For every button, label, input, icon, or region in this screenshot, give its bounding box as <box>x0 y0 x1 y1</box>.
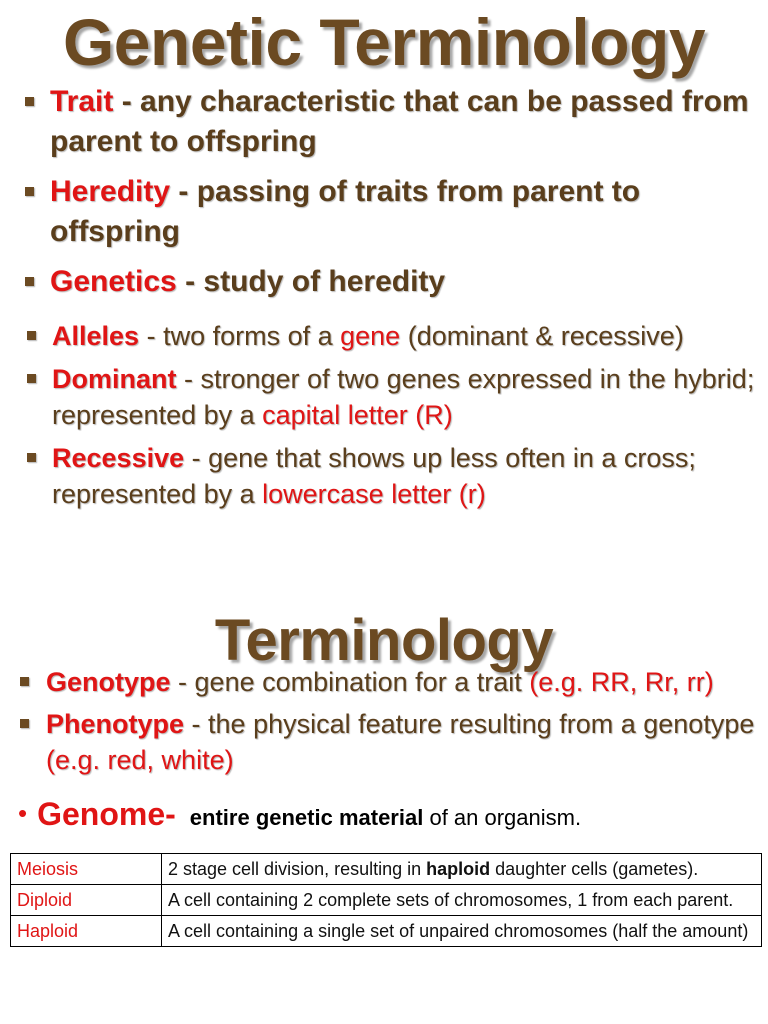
bullet-genome <box>18 796 758 833</box>
square-bullet-icon <box>20 677 29 686</box>
square-bullet-icon <box>25 187 34 196</box>
bullet-genetics <box>0 262 760 302</box>
table-term: Diploid <box>11 885 162 916</box>
term-trait: Trait <box>50 85 114 118</box>
separator: - <box>176 364 201 394</box>
definition-dominant: stronger of two genes expressed in the hybrid; represented by a <box>52 364 755 430</box>
separator: - <box>184 709 209 739</box>
term-genotype: Genotype <box>46 667 171 697</box>
table-term: Meiosis <box>11 854 162 885</box>
separator: - <box>139 321 164 351</box>
term-dominant: Dominant <box>52 364 177 394</box>
table-term: Haploid <box>11 916 162 947</box>
term-recessive: Recessive <box>52 443 185 473</box>
table-definition: A cell containing a single set of unpaired chromosomes (half the amount) <box>162 916 762 947</box>
section-title: Terminology <box>214 608 554 673</box>
highlight-genotype-example: (e.g. RR, Rr, rr) <box>529 667 714 697</box>
definition-genome-bold: entire genetic material <box>189 805 424 830</box>
square-bullet-icon <box>27 331 36 340</box>
definition-trait: any characteristic that can be passed from parent to offspring <box>50 85 749 158</box>
separator: - <box>170 667 195 697</box>
table-definition-bold: haploid <box>426 859 491 879</box>
highlight-lowercase-letter: lowercase letter (r) <box>262 479 486 509</box>
term-phenotype: Phenotype <box>46 709 185 739</box>
definition-genome: of an organism. <box>423 805 582 830</box>
definition-phenotype: the physical feature resulting from a genotype <box>208 709 755 739</box>
table-definition-text: 2 stage cell division, resulting in <box>168 859 427 879</box>
square-bullet-icon <box>20 719 29 728</box>
definitions-table <box>10 853 762 947</box>
square-bullet-icon <box>27 374 36 383</box>
table-row <box>11 885 762 916</box>
highlight-capital-letter: capital letter (R) <box>262 400 453 430</box>
bullet-trait <box>0 82 760 162</box>
table-definition-text-end: daughter cells (gametes). <box>490 859 699 879</box>
separator: - <box>170 175 197 208</box>
bullet-dominant <box>0 361 760 433</box>
bullet-recessive <box>0 440 760 512</box>
bullet-genotype <box>0 664 760 700</box>
table-row <box>11 854 762 885</box>
bullet-phenotype <box>0 706 760 778</box>
bullet-heredity <box>0 172 760 252</box>
highlight-gene: gene <box>340 321 401 351</box>
definition-genetics: study of heredity <box>203 265 446 298</box>
term-heredity: Heredity <box>50 175 171 208</box>
definition-alleles-end: (dominant & recessive) <box>400 321 684 351</box>
term-genetics: Genetics <box>50 265 177 298</box>
table-row <box>11 916 762 947</box>
highlight-phenotype-example: (e.g. red, white) <box>46 745 234 775</box>
table-definition: A cell containing 2 complete sets of chromosomes, 1 from each parent. <box>162 885 762 916</box>
page-title: Genetic Terminology <box>62 5 706 79</box>
table-definition <box>162 854 762 885</box>
definition-genotype: gene combination for a trait <box>194 667 530 697</box>
term-alleles: Alleles <box>52 321 140 351</box>
square-bullet-icon <box>25 277 34 286</box>
square-bullet-icon <box>27 453 36 462</box>
definition-recessive: gene that shows up less often in a cross; represented by a <box>52 443 696 509</box>
separator: - <box>113 85 141 118</box>
separator: - <box>176 265 204 298</box>
definition-heredity: passing of traits from parent to offspring <box>50 175 641 248</box>
round-bullet-icon: • <box>18 798 28 828</box>
square-bullet-icon <box>25 97 34 106</box>
definition-alleles: two forms of a <box>163 321 341 351</box>
separator: - <box>184 443 209 473</box>
bullet-alleles <box>0 318 760 354</box>
term-genome: Genome- <box>37 796 176 832</box>
